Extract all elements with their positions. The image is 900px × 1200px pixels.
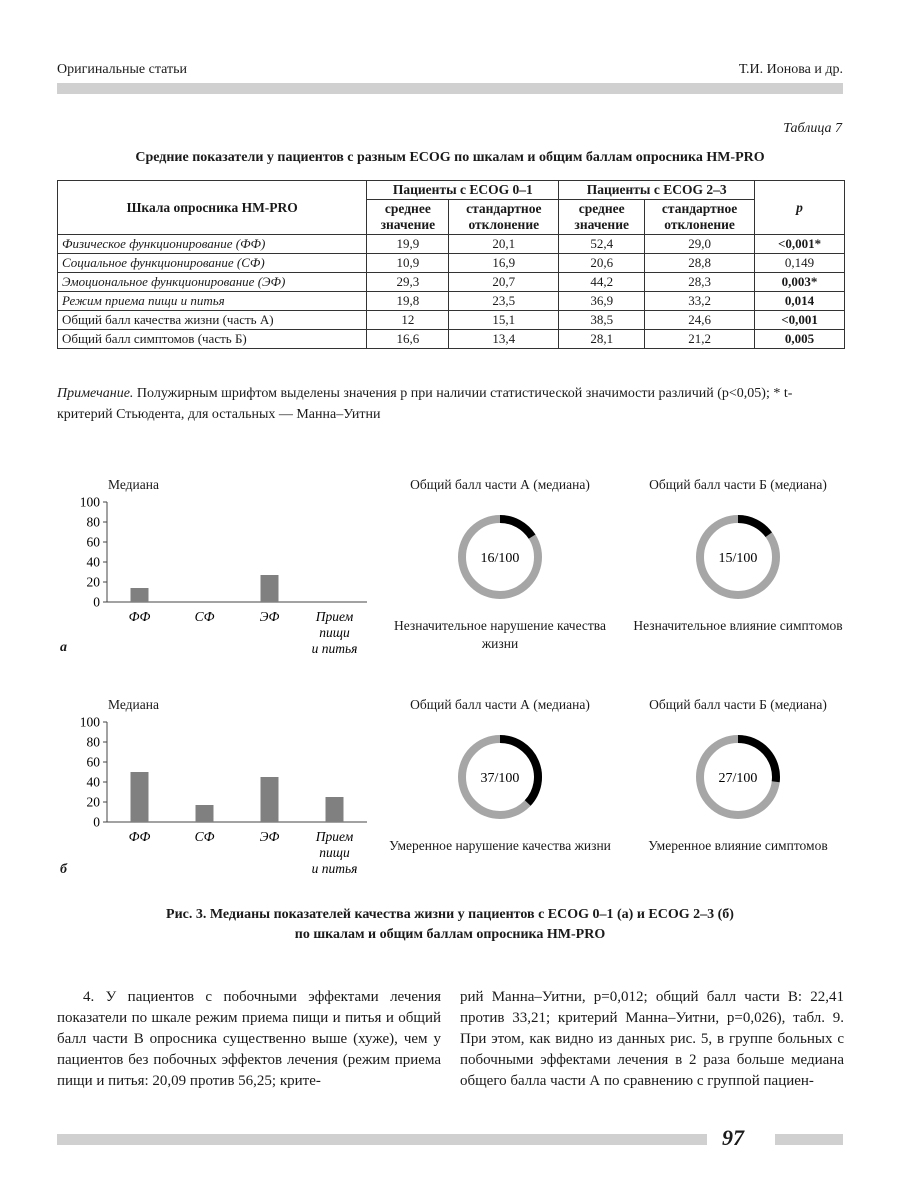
cell-sd-2: 28,8 <box>645 254 755 273</box>
y-tick-label: 0 <box>93 814 100 830</box>
y-tick-label: 60 <box>86 534 100 550</box>
donut-title-a2: Общий балл части Б (медиана) <box>649 477 827 492</box>
figure-caption-line1: Рис. 3. Медианы показателей качества жизни у пациентов с ECOG 0–1 (а) и ECOG 2–3 (б) <box>166 907 734 922</box>
panel-letter-a: а <box>60 640 67 655</box>
cell-mean-2: 38,5 <box>559 311 645 330</box>
table-number: Таблица 7 <box>783 121 842 136</box>
x-tick-label: Прием <box>315 609 354 624</box>
cell-p: 0,149 <box>755 254 845 273</box>
donut-b2 <box>678 725 798 835</box>
y-tick-label: 20 <box>86 794 100 810</box>
cell-mean-1: 16,6 <box>367 330 449 349</box>
header-sd-2: стандартное отклонение <box>645 200 755 235</box>
cell-sd-2: 21,2 <box>645 330 755 349</box>
x-tick-label: ЭФ <box>259 609 280 624</box>
row-label: Эмоциональное функционирование (ЭФ) <box>58 273 367 292</box>
bar <box>131 772 149 822</box>
row-label: Физическое функционирование (ФФ) <box>58 235 367 254</box>
x-tick-label: СФ <box>194 609 215 624</box>
panel-letter-b: б <box>60 862 67 877</box>
x-tick-label: и питья <box>311 641 358 656</box>
donut-center-label: 15/100 <box>718 551 758 566</box>
donut-desc-b1: Умеренное нарушение качества жизни <box>389 838 611 853</box>
x-tick-label: Прием <box>315 829 354 844</box>
y-tick-label: 100 <box>79 714 100 730</box>
bar <box>131 588 149 602</box>
header-scale: Шкала опросника HM-PRO <box>58 181 367 235</box>
page-number: 97 <box>722 1125 744 1150</box>
footer-rule-right <box>775 1134 843 1145</box>
row-label: Общий балл качества жизни (часть А) <box>58 311 367 330</box>
cell-p: 0,014 <box>755 292 845 311</box>
cell-sd-1: 16,9 <box>449 254 559 273</box>
note-text: Полужирным шрифтом выделены значения p при наличии статистической значимости различий (p<0,05); * t-критерий Стьюдента, для остальных — Манна–Уитни <box>57 386 793 422</box>
cell-sd-1: 13,4 <box>449 330 559 349</box>
cell-sd-2: 24,6 <box>645 311 755 330</box>
cell-sd-2: 28,3 <box>645 273 755 292</box>
header-mean-2: среднее значение <box>559 200 645 235</box>
bar <box>196 805 214 822</box>
cell-sd-2: 29,0 <box>645 235 755 254</box>
x-tick-label: и питья <box>311 861 358 876</box>
cell-sd-1: 20,7 <box>449 273 559 292</box>
donut-desc-a2: Незначительное влияние симптомов <box>633 618 843 633</box>
x-tick-label: СФ <box>194 829 215 844</box>
cell-mean-2: 20,6 <box>559 254 645 273</box>
cell-p: 0,005 <box>755 330 845 349</box>
donut-a1 <box>440 505 560 615</box>
x-tick-label: ЭФ <box>259 829 280 844</box>
running-header-left: Оригинальные статьи <box>57 62 187 77</box>
cell-mean-2: 28,1 <box>559 330 645 349</box>
cell-sd-2: 33,2 <box>645 292 755 311</box>
table-row <box>58 273 845 292</box>
table-note <box>57 383 845 425</box>
donut-value-arc <box>500 519 532 537</box>
donut-title-b2: Общий балл части Б (медиана) <box>649 697 827 712</box>
cell-mean-1: 19,8 <box>367 292 449 311</box>
table-title: Средние показатели у пациентов с разным ECOG по шкалам и общим баллам опросника HM-PRO <box>135 150 765 165</box>
table-row <box>58 235 845 254</box>
cell-mean-1: 19,9 <box>367 235 449 254</box>
donut-center-label: 37/100 <box>480 771 520 786</box>
table-row <box>58 292 845 311</box>
header-mean-1: среднее значение <box>367 200 449 235</box>
bar <box>261 777 279 822</box>
table-row <box>58 330 845 349</box>
y-tick-label: 40 <box>86 774 100 790</box>
bar-chart-b <box>57 712 377 882</box>
cell-sd-1: 20,1 <box>449 235 559 254</box>
donut-center-label: 16/100 <box>480 551 520 566</box>
x-tick-label: пищи <box>319 845 350 860</box>
running-header-right: Т.И. Ионова и др. <box>738 62 843 77</box>
cell-mean-1: 29,3 <box>367 273 449 292</box>
donut-a2 <box>678 505 798 615</box>
cell-mean-1: 10,9 <box>367 254 449 273</box>
cell-mean-2: 44,2 <box>559 273 645 292</box>
bar-chart-ylabel-b: Медиана <box>108 697 159 712</box>
cell-sd-1: 23,5 <box>449 292 559 311</box>
cell-p: <0,001* <box>755 235 845 254</box>
body-column-left: 4. У пациентов с побочными эффектами лечения показатели по шкале режим приема пищи и питья и общий балл части В опросника существенно выше (хуже), чем у пациентов без побочных эффектов лечения (режим приема пищи и питья: 20,09 против 56,25; крите- <box>57 989 441 1089</box>
row-label: Режим приема пищи и питья <box>58 292 367 311</box>
header-rule <box>57 83 843 94</box>
cell-sd-1: 15,1 <box>449 311 559 330</box>
y-tick-label: 100 <box>79 494 100 510</box>
row-label: Социальное функционирование (СФ) <box>58 254 367 273</box>
y-tick-label: 20 <box>86 574 100 590</box>
y-tick-label: 60 <box>86 754 100 770</box>
header-group1: Пациенты с ECOG 0–1 <box>367 181 559 200</box>
donut-title-a1: Общий балл части А (медиана) <box>410 477 590 492</box>
row-label: Общий балл симптомов (часть Б) <box>58 330 367 349</box>
table-row <box>58 254 845 273</box>
donut-value-arc <box>738 519 769 535</box>
y-tick-label: 80 <box>86 514 100 530</box>
bar <box>261 575 279 602</box>
donut-b1 <box>440 725 560 835</box>
y-tick-label: 80 <box>86 734 100 750</box>
y-tick-label: 0 <box>93 594 100 610</box>
bar <box>326 797 344 822</box>
cell-mean-2: 52,4 <box>559 235 645 254</box>
donut-title-b1: Общий балл части А (медиана) <box>410 697 590 712</box>
y-tick-label: 40 <box>86 554 100 570</box>
donut-desc-b2: Умеренное влияние симптомов <box>648 838 828 853</box>
bar-chart-ylabel-a: Медиана <box>108 477 159 492</box>
donut-desc-a1: Незначительное нарушение качества жизни <box>394 618 606 651</box>
donut-center-label: 27/100 <box>718 771 758 786</box>
data-table <box>57 180 845 349</box>
note-lead: Примечание. <box>57 386 134 401</box>
bar-chart-a <box>57 492 377 662</box>
cell-mean-2: 36,9 <box>559 292 645 311</box>
body-column-right: рий Манна–Уитни, p=0,012; общий балл части В: 22,41 против 33,21; критерий Манна–Уитни, p=0,026), табл. 9. При этом, как видно из данных рис. 5, в группе больных с побочными эффектами лечения в 2 раза больше медиана общего балла части А по сравнению с группой пациен- <box>460 989 844 1089</box>
footer-rule-left <box>57 1134 707 1145</box>
x-tick-label: ФФ <box>128 609 151 624</box>
figure-caption-line2: по шкалам и общим баллам опросника HM-PRO <box>294 927 606 942</box>
cell-p: 0,003* <box>755 273 845 292</box>
figure-caption <box>57 905 843 945</box>
x-tick-label: ФФ <box>128 829 151 844</box>
header-p: p <box>755 181 845 235</box>
cell-mean-1: 12 <box>367 311 449 330</box>
table-row <box>58 311 845 330</box>
cell-p: <0,001 <box>755 311 845 330</box>
header-sd-1: стандартное отклонение <box>449 200 559 235</box>
x-tick-label: пищи <box>319 625 350 640</box>
header-group2: Пациенты с ECOG 2–3 <box>559 181 755 200</box>
